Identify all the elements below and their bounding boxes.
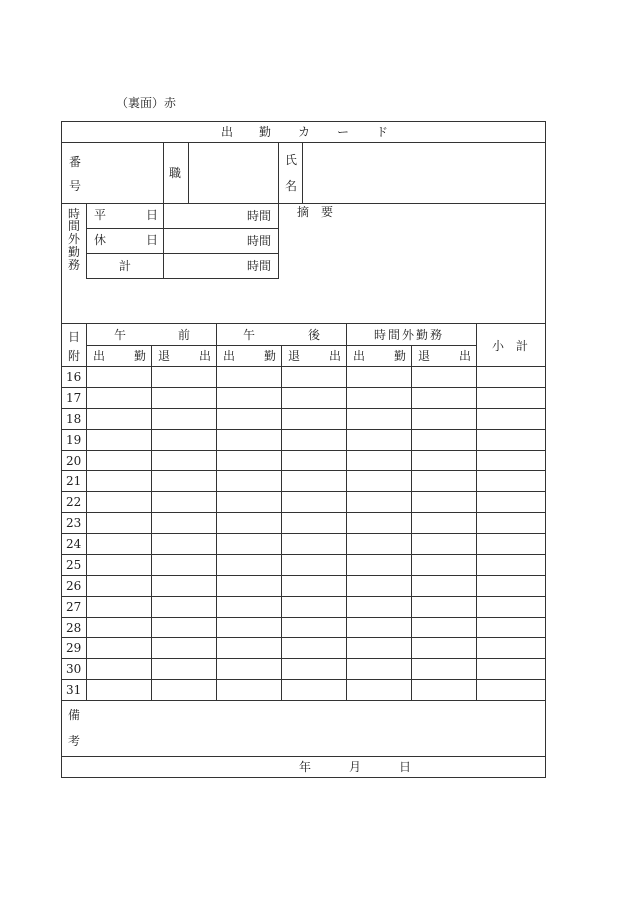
title-char: ー — [337, 125, 350, 139]
time-entry-cell[interactable] — [347, 451, 411, 471]
time-entry-cell[interactable] — [412, 534, 476, 554]
overtime-work-header: 時間外勤務 — [374, 328, 445, 342]
time-entry-cell[interactable] — [412, 618, 476, 638]
row-line — [61, 387, 546, 388]
time-entry-cell[interactable] — [477, 513, 545, 533]
overtime-label-char: 時 — [68, 207, 81, 221]
total-hours-unit: 時間 — [247, 259, 272, 273]
time-entry-cell[interactable] — [477, 680, 545, 700]
number-field[interactable] — [87, 143, 163, 202]
time-entry-cell[interactable] — [217, 576, 281, 596]
time-entry-cell[interactable] — [152, 597, 216, 617]
time-entry-cell[interactable] — [477, 618, 545, 638]
time-entry-cell[interactable] — [282, 492, 346, 512]
time-entry-cell[interactable] — [347, 388, 411, 408]
overtime-label-char: 勤 — [68, 245, 81, 259]
time-entry-cell[interactable] — [477, 388, 545, 408]
remarks-label-char: 備 — [68, 708, 81, 722]
time-entry-cell[interactable] — [217, 430, 281, 450]
time-entry-cell[interactable] — [412, 492, 476, 512]
time-entry-cell[interactable] — [87, 388, 151, 408]
time-entry-cell[interactable] — [347, 576, 411, 596]
divider — [86, 203, 87, 279]
subheader-left-char: 退 — [418, 349, 431, 363]
time-entry-cell[interactable] — [217, 534, 281, 554]
time-entry-cell[interactable] — [152, 409, 216, 429]
day-number: 18 — [66, 411, 82, 426]
holiday-hours-field[interactable] — [164, 229, 244, 253]
time-entry-cell[interactable] — [152, 555, 216, 575]
time-entry-cell[interactable] — [412, 597, 476, 617]
time-entry-cell[interactable] — [347, 597, 411, 617]
overtime-label-char: 務 — [68, 258, 81, 272]
column-line — [411, 345, 412, 700]
time-entry-cell[interactable] — [217, 638, 281, 658]
day-number: 25 — [66, 557, 82, 572]
year-label: 年 — [299, 760, 312, 774]
column-line — [86, 323, 87, 700]
id-bottom-line — [61, 203, 546, 204]
row-line — [61, 554, 546, 555]
time-entry-cell[interactable] — [282, 659, 346, 679]
name-label-char: 名 — [285, 179, 298, 193]
day-number: 30 — [66, 662, 82, 677]
column-line — [476, 323, 477, 700]
time-entry-cell[interactable] — [87, 659, 151, 679]
subheader-left-char: 退 — [288, 349, 301, 363]
total-hours-field[interactable] — [164, 254, 244, 278]
column-line — [281, 345, 282, 700]
time-entry-cell[interactable] — [412, 451, 476, 471]
time-entry-cell[interactable] — [347, 367, 411, 387]
row-line — [61, 617, 546, 618]
afternoon-header-char: 午 — [243, 328, 256, 342]
row-line — [61, 679, 546, 680]
time-entry-cell[interactable] — [152, 618, 216, 638]
row-line — [61, 596, 546, 597]
time-entry-cell[interactable] — [347, 471, 411, 491]
time-entry-cell[interactable] — [347, 513, 411, 533]
time-entry-cell[interactable] — [282, 430, 346, 450]
time-entry-cell[interactable] — [217, 471, 281, 491]
row-line — [61, 450, 546, 451]
time-entry-cell[interactable] — [87, 576, 151, 596]
number-label-char: 番 — [69, 155, 82, 169]
day-number: 27 — [66, 599, 82, 614]
day-number: 22 — [66, 495, 82, 510]
time-entry-cell[interactable] — [477, 659, 545, 679]
form-caption: （裏面）赤 — [116, 96, 177, 110]
name-label-char: 氏 — [285, 153, 298, 167]
time-entry-cell[interactable] — [87, 471, 151, 491]
subheader-left-char: 出 — [353, 349, 366, 363]
time-entry-cell[interactable] — [87, 618, 151, 638]
day-number: 31 — [66, 683, 82, 698]
day-number: 17 — [66, 390, 82, 405]
time-entry-cell[interactable] — [477, 576, 545, 596]
weekday-label-right: 日 — [146, 208, 159, 222]
time-entry-cell[interactable] — [217, 388, 281, 408]
time-entry-cell[interactable] — [477, 597, 545, 617]
time-entry-cell[interactable] — [347, 430, 411, 450]
time-entry-cell[interactable] — [477, 534, 545, 554]
time-entry-cell[interactable] — [412, 388, 476, 408]
time-entry-cell[interactable] — [152, 367, 216, 387]
row-line — [61, 575, 546, 576]
holiday-hours-unit: 時間 — [247, 234, 272, 248]
time-entry-cell[interactable] — [347, 680, 411, 700]
time-entry-cell[interactable] — [477, 430, 545, 450]
date-header-char: 附 — [68, 349, 81, 363]
remarks-bottom-line — [61, 756, 546, 757]
time-entry-cell[interactable] — [477, 471, 545, 491]
position-label: 職 — [169, 166, 182, 180]
day-number: 29 — [66, 641, 82, 656]
title-char: 勤 — [259, 125, 272, 139]
subheader-left-char: 退 — [158, 349, 171, 363]
time-entry-cell[interactable] — [412, 513, 476, 533]
time-entry-cell[interactable] — [217, 451, 281, 471]
column-line — [346, 323, 347, 700]
time-entry-cell[interactable] — [282, 576, 346, 596]
time-entry-cell[interactable] — [217, 513, 281, 533]
time-entry-cell[interactable] — [347, 555, 411, 575]
day-number: 28 — [66, 620, 82, 635]
column-line — [216, 323, 217, 700]
time-entry-cell[interactable] — [347, 638, 411, 658]
summary-field[interactable] — [279, 220, 545, 323]
time-entry-cell[interactable] — [152, 471, 216, 491]
time-entry-cell[interactable] — [152, 680, 216, 700]
frame-bottom-line — [61, 777, 546, 778]
time-entry-cell[interactable] — [87, 513, 151, 533]
column-line — [151, 345, 152, 700]
time-entry-cell[interactable] — [347, 409, 411, 429]
row-line — [61, 470, 546, 471]
row-line — [61, 429, 546, 430]
time-entry-cell[interactable] — [282, 513, 346, 533]
time-entry-cell[interactable] — [152, 576, 216, 596]
time-entry-cell[interactable] — [87, 409, 151, 429]
row-line — [61, 637, 546, 638]
time-entry-cell[interactable] — [152, 492, 216, 512]
row-line — [61, 512, 546, 513]
time-entry-cell[interactable] — [217, 618, 281, 638]
afternoon-header-char: 後 — [308, 328, 321, 342]
time-entry-cell[interactable] — [412, 680, 476, 700]
day-number: 19 — [66, 432, 82, 447]
morning-header-char: 前 — [178, 328, 191, 342]
time-entry-cell[interactable] — [217, 680, 281, 700]
time-entry-cell[interactable] — [87, 638, 151, 658]
time-entry-cell[interactable] — [347, 534, 411, 554]
subheader-right-char: 勤 — [264, 349, 277, 363]
time-entry-cell[interactable] — [87, 492, 151, 512]
time-entry-cell[interactable] — [282, 618, 346, 638]
row-line — [61, 658, 546, 659]
time-entry-cell[interactable] — [477, 367, 545, 387]
time-entry-cell[interactable] — [152, 534, 216, 554]
day-number: 24 — [66, 537, 82, 551]
position-field[interactable] — [189, 143, 278, 202]
day-label: 日 — [399, 760, 412, 774]
weekday-label-left: 平 — [94, 208, 107, 222]
frame-top-line — [61, 121, 546, 122]
subheader-right-char: 出 — [329, 349, 342, 363]
time-entry-cell[interactable] — [87, 680, 151, 700]
time-entry-cell[interactable] — [412, 659, 476, 679]
subheader-right-char: 勤 — [134, 349, 147, 363]
time-entry-cell[interactable] — [282, 597, 346, 617]
remarks-field[interactable] — [88, 701, 545, 756]
name-field[interactable] — [303, 143, 545, 202]
time-entry-cell[interactable] — [412, 576, 476, 596]
holiday-label-right: 日 — [146, 233, 159, 247]
title-char: カ — [298, 125, 311, 139]
subheader-right-char: 出 — [199, 349, 212, 363]
divider — [278, 142, 279, 203]
holiday-label-left: 休 — [94, 233, 107, 247]
time-entry-cell[interactable] — [217, 367, 281, 387]
time-entry-cell[interactable] — [477, 492, 545, 512]
weekday-hours-field[interactable] — [164, 204, 244, 228]
time-entry-cell[interactable] — [282, 451, 346, 471]
overtime-bottom-line — [86, 278, 278, 279]
number-label-char: 号 — [69, 179, 82, 193]
time-entry-cell[interactable] — [152, 513, 216, 533]
time-entry-cell[interactable] — [87, 534, 151, 554]
subheader-left-char: 出 — [223, 349, 236, 363]
time-entry-cell[interactable] — [412, 430, 476, 450]
time-entry-cell[interactable] — [282, 555, 346, 575]
time-entry-cell[interactable] — [87, 430, 151, 450]
time-entry-cell[interactable] — [282, 471, 346, 491]
summary-label: 摘 要 — [297, 205, 334, 219]
time-entry-cell[interactable] — [87, 555, 151, 575]
time-entry-cell[interactable] — [412, 409, 476, 429]
date-header-char: 日 — [68, 330, 81, 344]
time-entry-cell[interactable] — [412, 555, 476, 575]
time-entry-cell[interactable] — [282, 534, 346, 554]
overtime-label-char: 間 — [68, 219, 81, 233]
time-entry-cell[interactable] — [217, 597, 281, 617]
time-entry-cell[interactable] — [217, 659, 281, 679]
time-entry-cell[interactable] — [412, 367, 476, 387]
divider — [163, 142, 164, 203]
time-entry-cell[interactable] — [152, 659, 216, 679]
time-entry-cell[interactable] — [282, 638, 346, 658]
time-entry-cell[interactable] — [152, 430, 216, 450]
time-entry-cell[interactable] — [347, 659, 411, 679]
overtime-label-char: 外 — [68, 232, 81, 246]
time-entry-cell[interactable] — [282, 367, 346, 387]
time-entry-cell[interactable] — [152, 638, 216, 658]
time-entry-cell[interactable] — [282, 680, 346, 700]
day-number: 16 — [66, 370, 82, 384]
time-entry-cell[interactable] — [282, 388, 346, 408]
title-char: 出 — [221, 125, 234, 139]
day-number: 20 — [66, 453, 82, 468]
time-entry-cell[interactable] — [477, 409, 545, 429]
remarks-label-char: 考 — [68, 734, 81, 748]
time-entry-cell[interactable] — [477, 555, 545, 575]
total-label: 計 — [119, 259, 132, 273]
time-entry-cell[interactable] — [347, 492, 411, 512]
subheader-right-char: 勤 — [394, 349, 407, 363]
time-entry-cell[interactable] — [477, 638, 545, 658]
title-char: ド — [376, 125, 389, 139]
subheader-left-char: 出 — [93, 349, 106, 363]
day-number: 21 — [66, 474, 82, 489]
time-entry-cell[interactable] — [412, 638, 476, 658]
time-entry-cell[interactable] — [152, 388, 216, 408]
row-line — [61, 533, 546, 534]
time-entry-cell[interactable] — [347, 618, 411, 638]
time-entry-cell[interactable] — [217, 555, 281, 575]
day-number: 23 — [66, 516, 82, 531]
subheader-right-char: 出 — [459, 349, 472, 363]
time-entry-cell[interactable] — [87, 597, 151, 617]
month-label: 月 — [349, 760, 362, 774]
time-entry-cell[interactable] — [217, 492, 281, 512]
subtotal-header: 小 計 — [492, 339, 529, 353]
row-line — [61, 491, 546, 492]
time-entry-cell[interactable] — [152, 451, 216, 471]
row-line — [61, 408, 546, 409]
time-entry-cell[interactable] — [217, 409, 281, 429]
time-entry-cell[interactable] — [87, 451, 151, 471]
section-divider-line — [61, 323, 546, 324]
time-entry-cell[interactable] — [282, 409, 346, 429]
morning-header-char: 午 — [114, 328, 127, 342]
day-number: 26 — [66, 578, 82, 593]
time-entry-cell[interactable] — [412, 471, 476, 491]
time-entry-cell[interactable] — [477, 451, 545, 471]
time-entry-cell[interactable] — [87, 367, 151, 387]
weekday-hours-unit: 時間 — [247, 209, 272, 223]
